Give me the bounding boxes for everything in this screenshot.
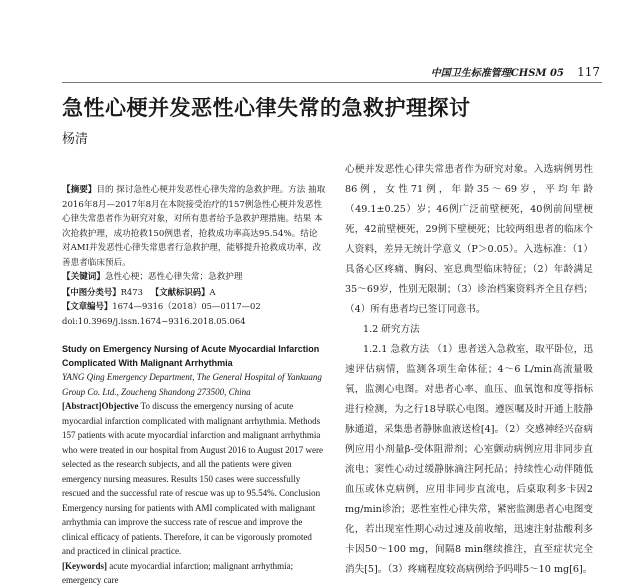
english-keywords-label: [Keywords] — [62, 560, 107, 571]
article-number-label: 【文章编号】 — [62, 301, 113, 311]
section-heading-methods: 1.2 研究方法 — [363, 324, 420, 335]
subjects-paragraph: 心梗并发恶性心律失常患者作为研究对象。入选病例男性86例，女性71例，年龄35～69岁，平均年龄（49.1±0.25）岁；46例广泛前壁梗死，40例前间壁梗死，42前壁梗死，29例下壁梗死；比较两组患者的临床个人资料，差异无统计学意义（P＞0.05）。入选标准：（1）具备心区疼痛、胸闷、室息典型临床特征；（2）年龄满足35～69岁，性别无限制；（3）诊治档案资料齐全且存档；（4）所有患者均已签订同意书。 — [345, 164, 593, 315]
journal-name: 中国卫生标准管理CHSM 05 — [430, 68, 564, 79]
english-abstract-text: To discuss the emergency nursing of acute myocardial infarction complicated with malignant arrhythmia. Methods 157 patients with acute myocardial infarction and malignant arrhythmia who were treated in our hospital from August 2016 to August 2017 were selected as the research subjects, and all the patients were given emergency nursing measures. Results 150 cases were successfully rescued and the successful rate of rescue was up to 95.54%. Conclusion Emergency nursing for patients with AMI complicated with malignant arrhythmia can improve the success rate of rescue and improve the clinical efficacy of patients. Therefore, it can be vigorously promoted and practiced in clinical practice. — [62, 401, 323, 556]
abstract-text: 目的 探讨急性心梗并发恶性心律失常的急救护理。方法 抽取2016年8月—2017年8月在本院接受治疗的157例急性心梗并发恶性心律失常患者作为研究对象，对所有患者给予急救护理措施。结果 本次抢救护理，成功抢救150例患者，抢救成功率高达95.54%。结论 对AMI并发恶性心律失常患者行急救护理，能够提升抢救成功率，改善患者临床预后。 — [62, 185, 326, 268]
english-keywords — [62, 559, 326, 588]
header-rule — [62, 82, 602, 83]
keywords-label: 【关键词】 — [62, 272, 105, 282]
abstract-label: 【摘要】 — [62, 185, 97, 195]
article-title: 急性心梗并发恶性心律失常的急救护理探讨 — [62, 96, 471, 120]
article-number-value: 1674—9316（2018）05—0117—02 — [112, 301, 261, 311]
english-title: Study on Emergency Nursing of Acute Myocardial Infarction Complicated With Malignant Arrhythmia — [62, 344, 320, 368]
author-name: 杨清 — [62, 132, 89, 147]
right-column — [345, 160, 593, 580]
clc-label: 【中图分类号】 — [62, 286, 121, 297]
classification-line — [62, 285, 326, 300]
english-abstract — [62, 399, 326, 559]
running-head — [431, 64, 600, 79]
article-number-line — [62, 299, 326, 314]
doc-code-value: A — [209, 286, 216, 297]
abstract-cn — [62, 183, 326, 270]
english-keywords-text: acute myocardial infarction; malignant arrhythmia; emergency care — [62, 560, 294, 585]
clc-value: R473 — [120, 286, 143, 297]
keywords-text: 急性心梗；恶性心律失常；急救护理 — [104, 272, 243, 282]
english-abstract-label: [Abstract]Objective — [62, 401, 139, 411]
emergency-methods-paragraph: 1.2.1 急救方法 （1）患者送入急救室，取平卧位，迅速评估病情，监测各项生命体征；4～6 L/min高流量吸氧，监测心电图。对患者心率、血压、血氧饱和度等指标进行检测，为之行18导联心电图。遵医嘱及时开通上肢静脉通道，采集患者静脉血液送检[4]。（2）交感神经兴奋病例应用小剂量β-受体阻滞剂；心室颤动病例应用非同步直流电；窦性心动过缓静脉滴注阿托品；持续性心动伴随低血压或休克病例，应用非同步直流电，后桌取利多卡因2 mg/min诊治；恶性室性心律失常，紧密监测患者心电图变化，若出现室性期心动过速及前收缩，迅速注射盐酸利多卡因50～100 mg，间隔8 min继续推注，直至症状完全消失[5]。（3）疼痛程度较高病例给予吗啡5～10 mg[6]。 — [345, 344, 593, 575]
english-affiliation: YANG Qing Emergency Department, The General Hospital of Yankuang Group Co. Ltd., Zoucheng Shandong 273500, China — [62, 372, 322, 397]
doc-code-label: 【文献标识码】 — [150, 286, 210, 297]
left-column — [62, 183, 326, 588]
keywords-cn — [62, 270, 326, 285]
page-number: 117 — [577, 65, 600, 79]
doi-line: doi:10.3969/j.issn.1674−9316.2018.05.064 — [62, 315, 246, 326]
